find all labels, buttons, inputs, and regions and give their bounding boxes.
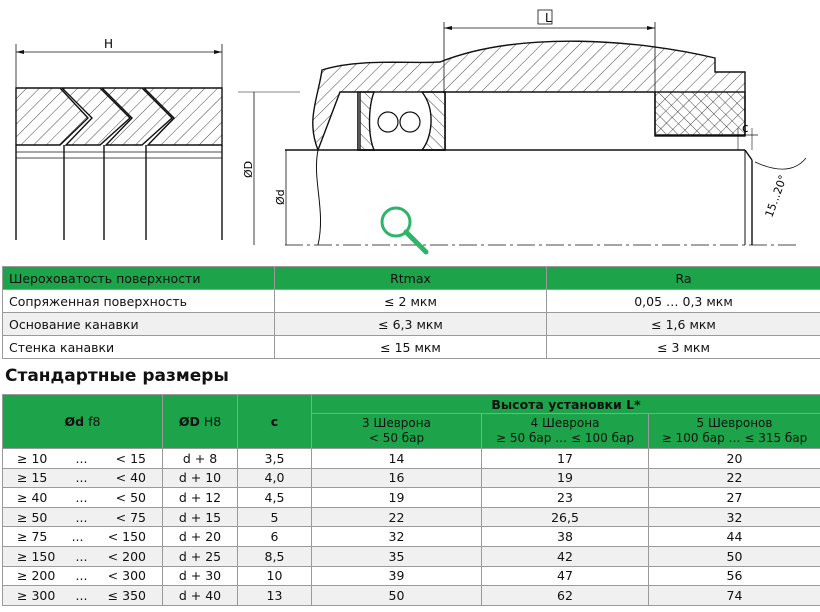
std-l4-value: 17: [482, 449, 649, 469]
roughness-ra-value: ≤ 3 мкм: [547, 336, 820, 359]
std-c-value: 8,5: [238, 546, 312, 566]
std-l4-value: 19: [482, 468, 649, 488]
std-l5-value: 32: [649, 507, 820, 527]
dim-d-label: Ød: [274, 189, 287, 205]
std-D-value: d + 30: [163, 566, 238, 586]
std-d-dots: ...: [75, 509, 88, 525]
std-l3-value: 22: [312, 507, 482, 527]
std-l5-value: 74: [649, 586, 820, 606]
std-d-dots: ...: [75, 489, 88, 505]
std-d-dots: ...: [75, 587, 88, 603]
std-d-from: ≥ 200: [17, 568, 56, 584]
roughness-surface-name: Стенка канавки: [3, 336, 275, 359]
std-header-3-chevrons: [312, 414, 482, 449]
std-d-range: [3, 566, 163, 586]
std-header-4-chevrons: [482, 414, 649, 449]
std-d-from: ≥ 40: [17, 489, 48, 505]
roughness-rtmax-value: ≤ 15 мкм: [275, 336, 547, 359]
table-row: [3, 546, 820, 566]
std-header-D: [163, 395, 238, 449]
table-row: [3, 507, 820, 527]
standard-sizes-table: [2, 394, 820, 606]
std-c-value: 4,5: [238, 488, 312, 508]
std-l3-value: 32: [312, 527, 482, 547]
std-header-5-chevrons-pressure: ≥ 100 бар … ≤ 315 бар: [661, 431, 808, 445]
std-l5-value: 56: [649, 566, 820, 586]
dim-H-label: H: [104, 37, 114, 51]
std-d-dots: ...: [75, 548, 88, 564]
std-c-value: 4,0: [238, 468, 312, 488]
std-D-value: d + 12: [163, 488, 238, 508]
table-row: [3, 527, 820, 547]
table-row: [3, 488, 820, 508]
std-l5-value: 20: [649, 449, 820, 469]
dim-D-label: ØD: [242, 160, 255, 178]
std-header-c-label: c: [270, 414, 279, 429]
std-d-to: ≤ 350: [107, 587, 146, 603]
dim-L-label: L: [545, 11, 552, 25]
technical-drawing: [0, 0, 820, 262]
std-c-value: 10: [238, 566, 312, 586]
std-l3-value: 19: [312, 488, 482, 508]
std-D-value: d + 15: [163, 507, 238, 527]
std-header-height-label: Высота установки L*: [491, 396, 641, 412]
std-d-to: < 40: [115, 470, 146, 486]
std-header-5-chevrons: [649, 414, 820, 449]
std-c-value: 13: [238, 586, 312, 606]
roughness-header-ra: Ra: [547, 267, 820, 290]
roughness-table: [2, 266, 820, 359]
dim-angle-label: 15...20°: [762, 173, 790, 220]
roughness-header-surface: Шероховатость поверхности: [3, 267, 275, 290]
std-l5-value: 44: [649, 527, 820, 547]
std-l3-value: 39: [312, 566, 482, 586]
std-l3-value: 35: [312, 546, 482, 566]
std-l3-value: 14: [312, 449, 482, 469]
std-d-dots: ...: [75, 450, 88, 466]
std-l3-value: 16: [312, 468, 482, 488]
table-row: [3, 468, 820, 488]
std-c-value: 3,5: [238, 449, 312, 469]
std-header-4-chevrons-pressure: ≥ 50 бар … ≤ 100 бар: [496, 431, 634, 445]
std-l3-value: 50: [312, 586, 482, 606]
std-d-range: [3, 546, 163, 566]
table-row: [3, 566, 820, 586]
std-c-value: 6: [238, 527, 312, 547]
std-header-d-tolerance: f8: [88, 414, 101, 429]
std-D-value: d + 8: [163, 449, 238, 469]
std-d-dots: ...: [75, 568, 88, 584]
table-row: [3, 449, 820, 469]
housing-section: [238, 10, 806, 245]
std-d-from: ≥ 15: [17, 470, 48, 486]
std-header-c: [238, 395, 312, 449]
std-d-range: [3, 449, 163, 469]
table-row: [3, 290, 820, 313]
roughness-rtmax-value: ≤ 2 мкм: [275, 290, 547, 313]
std-d-range: [3, 468, 163, 488]
std-D-value: d + 20: [163, 527, 238, 547]
std-d-to: < 300: [107, 568, 146, 584]
table-row: [3, 586, 820, 606]
std-c-value: 5: [238, 507, 312, 527]
std-header-row-1: [3, 395, 820, 414]
std-d-from: ≥ 300: [17, 587, 56, 603]
roughness-surface-name: Сопряженная поверхность: [3, 290, 275, 313]
std-d-range: [3, 527, 163, 547]
std-l4-value: 62: [482, 586, 649, 606]
std-header-5-chevrons-label: 5 Шевронов: [696, 416, 773, 430]
std-header-3-chevrons-pressure: < 50 бар: [368, 431, 425, 445]
std-d-from: ≥ 75: [17, 529, 48, 545]
std-header-d: [3, 395, 163, 449]
std-d-to: < 150: [107, 529, 146, 545]
std-l4-value: 26,5: [482, 507, 649, 527]
std-d-from: ≥ 10: [17, 450, 48, 466]
std-d-to: < 200: [107, 548, 146, 564]
roughness-surface-name: Основание канавки: [3, 313, 275, 336]
std-header-4-chevrons-label: 4 Шеврона: [530, 416, 600, 430]
std-d-dots: ...: [75, 470, 88, 486]
std-header-height: [312, 395, 820, 414]
std-D-value: d + 25: [163, 546, 238, 566]
std-l5-value: 22: [649, 468, 820, 488]
std-l5-value: 27: [649, 488, 820, 508]
std-header-d-label: Ød: [64, 414, 85, 429]
std-header-D-tolerance: H8: [203, 414, 222, 429]
roughness-ra-value: 0,05 … 0,3 мкм: [547, 290, 820, 313]
std-D-value: d + 40: [163, 586, 238, 606]
std-table-body: [3, 449, 820, 606]
std-d-range: [3, 507, 163, 527]
roughness-rtmax-value: ≤ 6,3 мкм: [275, 313, 547, 336]
std-l4-value: 47: [482, 566, 649, 586]
std-d-dots: ...: [71, 529, 84, 545]
table-row: [3, 336, 820, 359]
std-d-to: < 75: [115, 509, 146, 525]
std-d-range: [3, 586, 163, 606]
standard-sizes-title: Стандартные размеры: [5, 366, 229, 386]
std-header-D-label: ØD: [178, 414, 200, 429]
std-D-value: d + 10: [163, 468, 238, 488]
std-d-from: ≥ 150: [17, 548, 56, 564]
std-l5-value: 50: [649, 546, 820, 566]
roughness-header-row: [3, 267, 820, 290]
std-header-3-chevrons-label: 3 Шеврона: [362, 416, 431, 430]
roughness-header-rtmax: Rtmax: [275, 267, 547, 290]
std-l4-value: 38: [482, 527, 649, 547]
chevron-packing-set: [16, 44, 222, 240]
std-l4-value: 42: [482, 546, 649, 566]
table-row: [3, 313, 820, 336]
std-l4-value: 23: [482, 488, 649, 508]
std-d-range: [3, 488, 163, 508]
std-d-to: < 50: [115, 489, 146, 505]
dim-c-label: c: [742, 121, 749, 135]
roughness-ra-value: ≤ 1,6 мкм: [547, 313, 820, 336]
std-d-from: ≥ 50: [17, 509, 48, 525]
std-d-to: < 15: [115, 450, 146, 466]
